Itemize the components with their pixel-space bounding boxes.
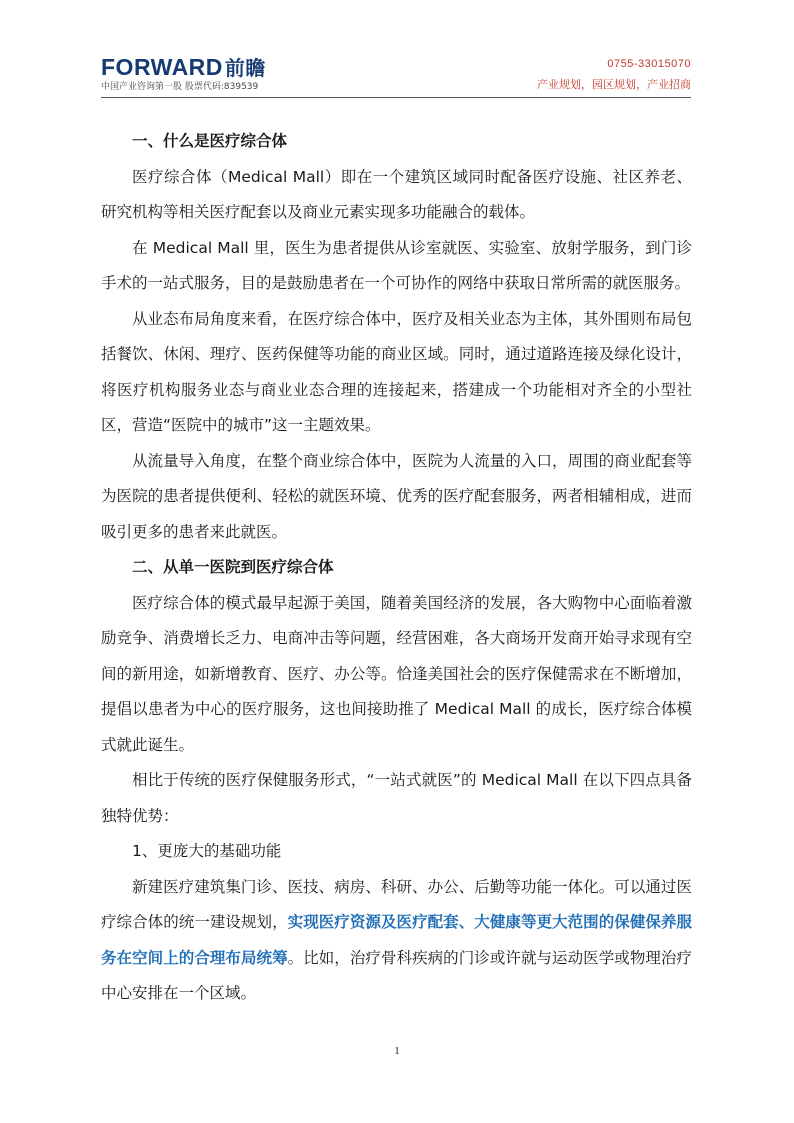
header-divider — [101, 97, 691, 98]
logo-subtitle: 中国产业咨询第一股 股票代码:839539 — [101, 82, 259, 92]
paragraph: 相比于传统的医疗保健服务形式，“一站式就医”的 Medical Mall 在以下四点具备独特优势： — [101, 771, 692, 825]
paragraph: 从流量导入角度，在整个商业综合体中，医院为人流量的入口，周围的商业配套等为医院的患者提供便利、轻松的就医环境、优秀的医疗配套服务，两者相辅相成，进而吸引更多的患者来此就医。 — [101, 451, 692, 541]
logo-text-en: FORWARD — [101, 54, 223, 80]
page-number: 1 — [394, 1045, 400, 1057]
paragraph: 在 Medical Mall 里，医生为患者提供从诊室就医、实验室、放射学服务，到门诊手术的一站式服务，目的是鼓励患者在一个可协作的网络中获取日常所需的就医服务。 — [101, 238, 692, 292]
section-heading-1: 一、什么是医疗综合体 — [132, 132, 288, 150]
paragraph-text: 。比如，治疗骨科疾病的门诊或许就与运动医学或物理治疗中心安排在一个区域。 — [101, 948, 692, 1002]
header-phone: 0755-33015070 — [607, 58, 691, 70]
list-item-heading: 1、更庞大的基础功能 — [132, 842, 282, 860]
header-tagline: 产业规划，园区规划，产业招商 — [537, 78, 691, 91]
paragraph — [101, 870, 692, 1012]
company-logo — [101, 54, 266, 81]
paragraph: 医疗综合体（Medical Mall）即在一个建筑区域同时配备医疗设施、社区养老、研究机构等相关医疗配套以及商业元素实现多功能融合的载体。 — [101, 167, 692, 221]
section-heading-2: 二、从单一医院到医疗综合体 — [132, 558, 334, 576]
paragraph: 医疗综合体的模式最早起源于美国，随着美国经济的发展，各大购物中心面临着激励竞争、消费增长乏力、电商冲击等问题，经营困难，各大商场开发商开始寻求现有空间的新用途，如新增教育、医疗、办公等。恰逢美国社会的医疗保健需求在不断增加，提倡以患者为中心的医疗服务，这也间接助推了 Medical Mall 的成长，医疗综合体模式就此诞生。 — [101, 593, 692, 754]
highlighted-text: 实现医疗资源及医疗配套、大健康等更大范围的保健保养服务在空间上的合理布局统筹 — [101, 913, 692, 967]
logo-text-cn: 前瞻 — [224, 56, 266, 80]
paragraph: 从业态布局角度来看，在医疗综合体中，医疗及相关业态为主体，其外围则布局包括餐饮、休闲、理疗、医药保健等功能的商业区域。同时，通过道路连接及绿化设计，将医疗机构服务业态与商业业态合理的连接起来，搭建成一个功能相对齐全的小型社区，营造“医院中的城市”这一主题效果。 — [101, 309, 692, 434]
page-header — [101, 52, 691, 92]
document-body — [101, 124, 692, 1012]
paragraph-text: 新建医疗建筑集门诊、医技、病房、科研、办公、后勤等功能一体化。可以通过医疗综合体的统一建设规划， — [101, 877, 692, 931]
